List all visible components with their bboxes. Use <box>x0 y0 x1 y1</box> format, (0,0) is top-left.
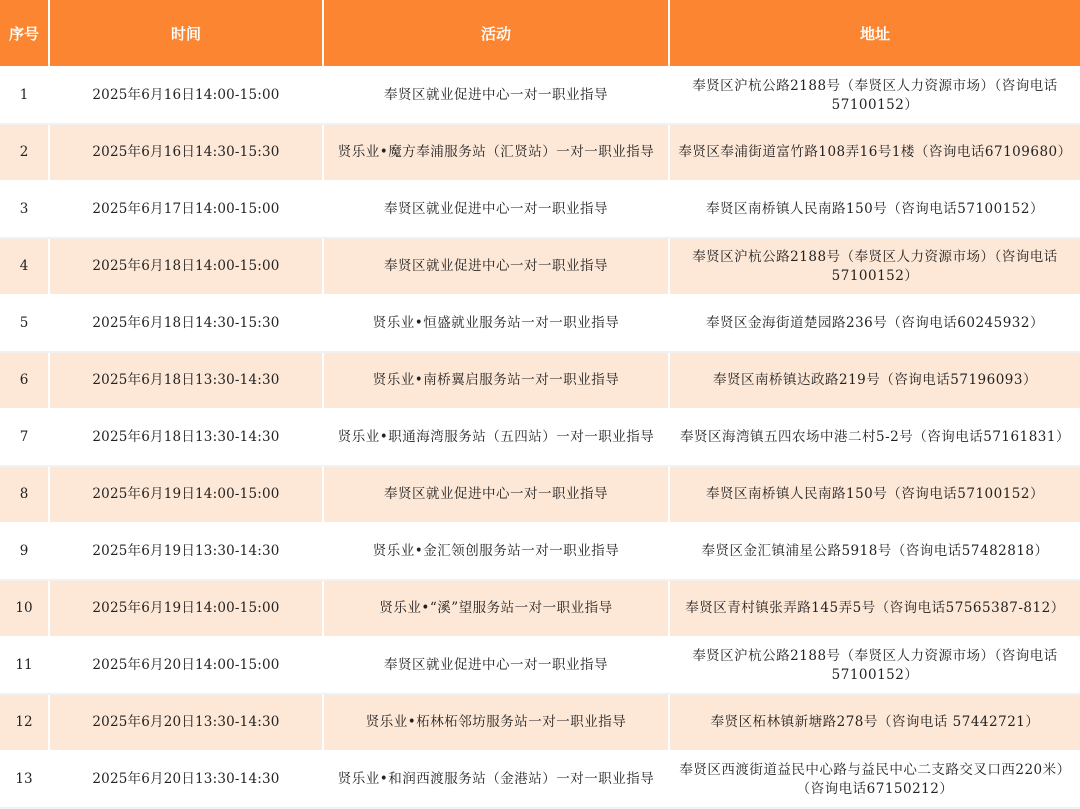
row-number-cell: 7 <box>0 409 49 466</box>
time-cell: 2025年6月16日14:00-15:00 <box>49 67 323 124</box>
header-row <box>0 0 1080 67</box>
address-cell: 奉贤区南桥镇人民南路150号（咨询电话57100152） <box>669 466 1080 523</box>
time-cell: 2025年6月17日14:00-15:00 <box>49 181 323 238</box>
time-cell: 2025年6月16日14:30-15:30 <box>49 124 323 181</box>
table-row <box>0 295 1080 352</box>
header-activity: 活动 <box>323 0 669 67</box>
activity-cell: 贤乐业•魔方奉浦服务站（汇贤站）一对一职业指导 <box>323 124 669 181</box>
row-number-cell: 9 <box>0 523 49 580</box>
activity-cell: 贤乐业•金汇领创服务站一对一职业指导 <box>323 523 669 580</box>
time-cell: 2025年6月19日14:00-15:00 <box>49 580 323 637</box>
header-address: 地址 <box>669 0 1080 67</box>
activity-cell: 贤乐业•和润西渡服务站（金港站）一对一职业指导 <box>323 751 669 808</box>
address-cell: 奉贤区金汇镇浦星公路5918号（咨询电话57482818） <box>669 523 1080 580</box>
table-row <box>0 181 1080 238</box>
row-number-cell: 1 <box>0 67 49 124</box>
table-row <box>0 751 1080 808</box>
time-cell: 2025年6月20日13:30-14:30 <box>49 751 323 808</box>
address-cell: 奉贤区南桥镇人民南路150号（咨询电话57100152） <box>669 181 1080 238</box>
time-cell: 2025年6月20日14:00-15:00 <box>49 637 323 694</box>
row-number-cell: 13 <box>0 751 49 808</box>
table-row <box>0 238 1080 295</box>
table-row <box>0 580 1080 637</box>
time-cell: 2025年6月19日14:00-15:00 <box>49 466 323 523</box>
row-number-cell: 6 <box>0 352 49 409</box>
address-cell: 奉贤区金海街道楚园路236号（咨询电话60245932） <box>669 295 1080 352</box>
table-row <box>0 124 1080 181</box>
table-row <box>0 523 1080 580</box>
activity-cell: 奉贤区就业促进中心一对一职业指导 <box>323 466 669 523</box>
table-row <box>0 637 1080 694</box>
time-cell: 2025年6月18日13:30-14:30 <box>49 352 323 409</box>
row-number-cell: 12 <box>0 694 49 751</box>
table-header <box>0 0 1080 67</box>
address-cell: 奉贤区奉浦街道富竹路108弄16号1楼（咨询电话67109680） <box>669 124 1080 181</box>
activity-cell: 贤乐业•“溪”望服务站一对一职业指导 <box>323 580 669 637</box>
address-cell: 奉贤区西渡街道益民中心路与益民中心二支路交叉口西220米）（咨询电话67150212） <box>669 751 1080 808</box>
time-cell: 2025年6月19日13:30-14:30 <box>49 523 323 580</box>
row-number-cell: 3 <box>0 181 49 238</box>
activity-cell: 奉贤区就业促进中心一对一职业指导 <box>323 181 669 238</box>
address-cell: 奉贤区柘林镇新塘路278号（咨询电话 57442721） <box>669 694 1080 751</box>
table-row <box>0 466 1080 523</box>
activity-cell: 奉贤区就业促进中心一对一职业指导 <box>323 637 669 694</box>
address-cell: 奉贤区南桥镇达政路219号（咨询电话57196093） <box>669 352 1080 409</box>
table-body <box>0 67 1080 808</box>
address-cell: 奉贤区海湾镇五四农场中港二村5-2号（咨询电话57161831） <box>669 409 1080 466</box>
row-number-cell: 10 <box>0 580 49 637</box>
time-cell: 2025年6月18日14:30-15:30 <box>49 295 323 352</box>
table-row <box>0 352 1080 409</box>
table-row <box>0 409 1080 466</box>
activity-cell: 奉贤区就业促进中心一对一职业指导 <box>323 67 669 124</box>
time-cell: 2025年6月18日13:30-14:30 <box>49 409 323 466</box>
row-number-cell: 8 <box>0 466 49 523</box>
address-cell: 奉贤区青村镇张弄路145弄5号（咨询电话57565387-812） <box>669 580 1080 637</box>
table-row <box>0 694 1080 751</box>
row-number-cell: 4 <box>0 238 49 295</box>
address-cell: 奉贤区沪杭公路2188号（奉贤区人力资源市场）（咨询电话57100152） <box>669 637 1080 694</box>
header-time: 时间 <box>49 0 323 67</box>
row-number-cell: 5 <box>0 295 49 352</box>
header-no: 序号 <box>0 0 49 67</box>
activity-cell: 奉贤区就业促进中心一对一职业指导 <box>323 238 669 295</box>
activity-cell: 贤乐业•恒盛就业服务站一对一职业指导 <box>323 295 669 352</box>
activity-cell: 贤乐业•职通海湾服务站（五四站）一对一职业指导 <box>323 409 669 466</box>
address-cell: 奉贤区沪杭公路2188号（奉贤区人力资源市场）（咨询电话57100152） <box>669 67 1080 124</box>
table-row <box>0 67 1080 124</box>
row-number-cell: 2 <box>0 124 49 181</box>
activity-cell: 贤乐业•柘林柘邻坊服务站一对一职业指导 <box>323 694 669 751</box>
activity-cell: 贤乐业•南桥翼启服务站一对一职业指导 <box>323 352 669 409</box>
time-cell: 2025年6月20日13:30-14:30 <box>49 694 323 751</box>
time-cell: 2025年6月18日14:00-15:00 <box>49 238 323 295</box>
address-cell: 奉贤区沪杭公路2188号（奉贤区人力资源市场）（咨询电话57100152） <box>669 238 1080 295</box>
row-number-cell: 11 <box>0 637 49 694</box>
